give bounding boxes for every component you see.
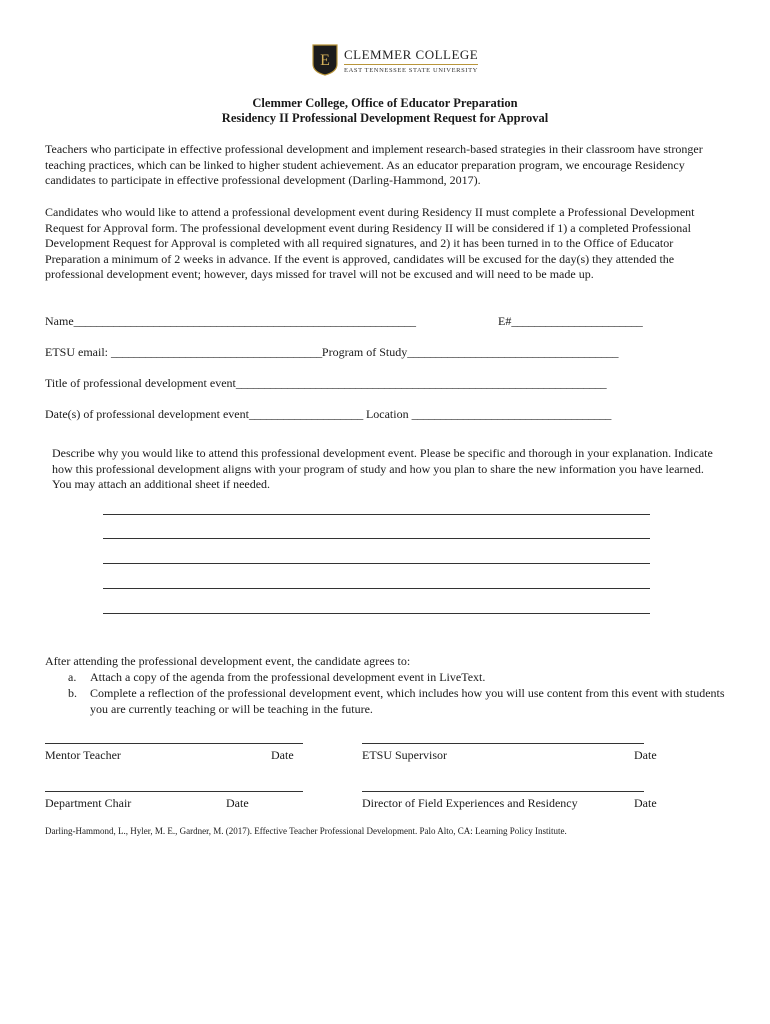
agreement-intro: After attending the professional development event, the candidate agrees to: bbox=[45, 654, 411, 668]
supervisor-signature-line[interactable] bbox=[362, 743, 644, 744]
agreement-list bbox=[68, 669, 728, 717]
enumber-field[interactable]: E#_______________________ bbox=[498, 314, 643, 328]
explanation-line[interactable] bbox=[103, 563, 650, 564]
logo-monogram: E bbox=[320, 52, 330, 69]
event-dates-label: Date(s) of professional development event bbox=[45, 407, 249, 421]
director-date-label: Date bbox=[634, 796, 657, 810]
director-signature-line[interactable] bbox=[362, 791, 644, 792]
list-marker: b. bbox=[68, 686, 77, 700]
name-field[interactable]: Name____________________________________________________________ bbox=[45, 314, 416, 328]
explanation-line[interactable] bbox=[103, 613, 650, 614]
list-marker: a. bbox=[68, 670, 77, 684]
page-title: Clemmer College, Office of Educator Preparation bbox=[252, 96, 518, 110]
intro-paragraph-2: Candidates who would like to attend a professional development event during Residency II must complete a Professional Development Request for Approval form. The professional development event during Residency II will be considered if 1) a completed Professional Development Request for Approval is completed with all required signatures, and 2) it has been turned in to the Office of Educator Preparation a minimum of 2 weeks in advance. If the event is approved, candidates will be excused for the day(s) they attended the professional development event; however, days missed for travel will not be excused and will need to be made up. bbox=[45, 205, 695, 281]
shield-icon bbox=[312, 44, 338, 76]
logo-subtitle: EAST TENNESSEE STATE UNIVERSITY bbox=[344, 66, 478, 74]
list-item-text: Complete a reflection of the professional development event, which includes how you will use content from this event with students you are currently teaching or will be teaching in the future. bbox=[90, 686, 725, 716]
chair-date-label: Date bbox=[226, 796, 249, 810]
describe-instructions: Describe why you would like to attend this professional development event. Please be specific and thorough in your explanation. Indicate how this professional development aligns with your program of study and how you plan to share the new information you have learned. You may attach an additional sheet if needed. bbox=[52, 446, 713, 491]
mentor-teacher-label: Mentor Teacher bbox=[45, 748, 121, 762]
location-label: Location bbox=[362, 407, 412, 421]
reference-citation: Darling-Hammond, L., Hyler, M. E., Gardner, M. (2017). Effective Teacher Professional Development. Palo Alto, CA: Learning Policy Institute. bbox=[45, 826, 567, 836]
chair-signature-line[interactable] bbox=[45, 791, 303, 792]
event-dates-field[interactable]: Date(s) of professional development event____________________ Location ___________________________________ bbox=[45, 407, 612, 421]
list-item bbox=[68, 685, 728, 717]
etsu-supervisor-label: ETSU Supervisor bbox=[362, 748, 447, 762]
email-label: ETSU email: bbox=[45, 345, 111, 359]
event-title-field[interactable]: Title of professional development event_________________________________________________________________ bbox=[45, 376, 607, 390]
email-field[interactable]: ETSU email: _____________________________________Program of Study_____________________________________ bbox=[45, 345, 619, 359]
department-chair-label: Department Chair bbox=[45, 796, 132, 810]
explanation-line[interactable] bbox=[103, 588, 650, 589]
page-subtitle: Residency II Professional Development Request for Approval bbox=[221, 111, 549, 125]
logo-name: CLEMMER COLLEGE bbox=[344, 47, 478, 65]
list-item-text: Attach a copy of the agenda from the professional development event in LiveText. bbox=[90, 670, 486, 684]
mentor-date-label: Date bbox=[271, 748, 294, 762]
event-title-label: Title of professional development event bbox=[45, 376, 236, 390]
supervisor-date-label: Date bbox=[634, 748, 657, 762]
explanation-line[interactable] bbox=[103, 538, 650, 539]
list-item bbox=[68, 669, 728, 685]
explanation-line[interactable] bbox=[103, 514, 650, 515]
intro-paragraph-1: Teachers who participate in effective professional development and implement research-based strategies in their classroom have stronger teaching practices, which can be linked to higher student achievement. As an educator preparation program, we encourage Residency candidates to participate in effective professional development (Darling-Hammond, 2017). bbox=[45, 142, 703, 187]
director-label: Director of Field Experiences and Residency bbox=[362, 796, 578, 810]
program-label: Program of Study bbox=[321, 345, 408, 359]
mentor-signature-line[interactable] bbox=[45, 743, 303, 744]
enumber-label: E# bbox=[498, 314, 512, 328]
name-label: Name bbox=[45, 314, 74, 328]
college-logo bbox=[312, 44, 478, 76]
